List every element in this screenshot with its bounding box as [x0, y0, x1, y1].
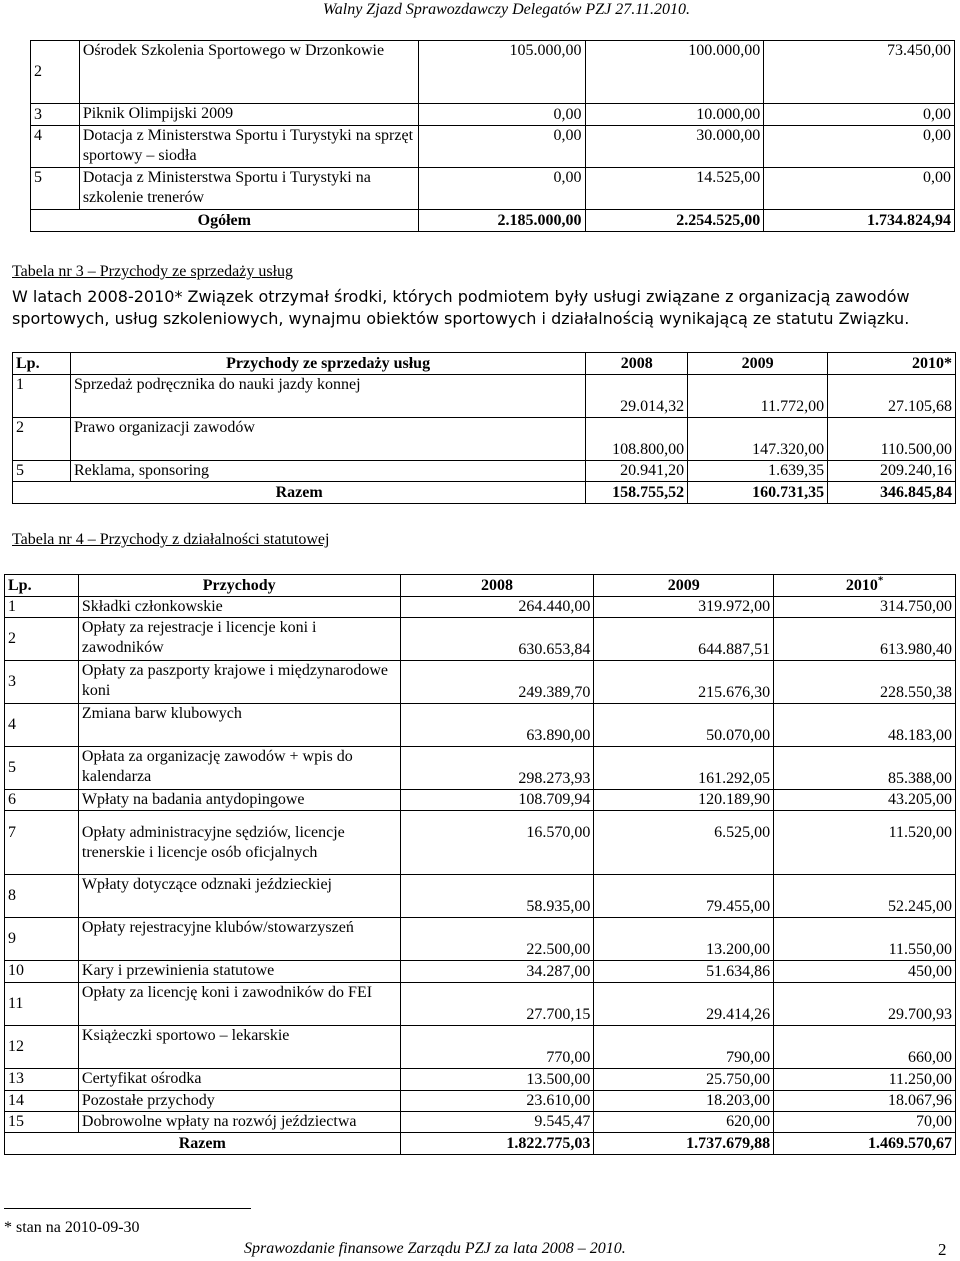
name-cell: Wpłaty dotyczące odznaki jeździeckiej: [78, 875, 400, 918]
lp-cell: 5: [5, 747, 79, 790]
value-cell: 630.653,84: [400, 618, 594, 661]
lp-cell: 3: [31, 104, 80, 126]
lp-cell: 15: [5, 1112, 79, 1133]
value-cell: 0,00: [764, 168, 955, 210]
lp-cell: 2: [5, 618, 79, 661]
table-row: [5, 1069, 956, 1091]
total-row: [5, 1133, 956, 1155]
table-row: [5, 747, 956, 790]
table-row: [5, 618, 956, 661]
value-cell: 450,00: [774, 961, 956, 983]
lp-cell: 5: [13, 461, 71, 482]
value-cell: 249.389,70: [400, 661, 594, 704]
lp-cell: 2: [31, 41, 80, 104]
value-cell: 314.750,00: [774, 597, 956, 618]
name-cell: Dotacja z Ministerstwa Sportu i Turystyki na sprzęt sportowy – siodła: [79, 126, 418, 168]
name-cell: Składki członkowskie: [78, 597, 400, 618]
value-cell: 79.455,00: [594, 875, 774, 918]
value-cell: 13.500,00: [400, 1069, 594, 1091]
value-cell: 11.250,00: [774, 1069, 956, 1091]
total-value: 160.731,35: [688, 482, 828, 504]
value-cell: 14.525,00: [585, 168, 764, 210]
table-3-paragraph: W latach 2008-2010* Związek otrzymał środki, których podmiotem były usługi związane z organizacją zawodów sportowych, usług szkoleniowych, wynajmu obiektów sportowych i działalnością wynikającą ze statutu Związku.: [12, 287, 910, 328]
name-cell: Ośrodek Szkolenia Sportowego w Drzonkowie: [79, 41, 418, 104]
value-cell: 58.935,00: [400, 875, 594, 918]
table-row: [5, 875, 956, 918]
total-label: Razem: [5, 1133, 401, 1155]
value-cell: 613.980,40: [774, 618, 956, 661]
name-cell: Dobrowolne wpłaty na rozwój jeździectwa: [78, 1112, 400, 1133]
name-cell: Kary i przewinienia statutowe: [78, 961, 400, 983]
value-cell: 790,00: [594, 1026, 774, 1069]
header-name: Przychody: [78, 575, 400, 597]
value-cell: 18.203,00: [594, 1091, 774, 1112]
value-cell: 620,00: [594, 1112, 774, 1133]
table-3-title: Tabela nr 3 – Przychody ze sprzedaży usług: [12, 263, 293, 280]
table-4: [4, 574, 956, 1155]
table-row: [13, 418, 956, 461]
table-row: [5, 1112, 956, 1133]
value-cell: 63.890,00: [400, 704, 594, 747]
name-cell: Opłaty rejestracyjne klubów/stowarzyszeń: [78, 918, 400, 961]
table-row: [31, 104, 955, 126]
name-cell: Opłaty administracyjne sędziów, licencje trenerskie i licencje osób oficjalnych: [78, 811, 400, 875]
name-cell: Prawo organizacji zawodów: [70, 418, 585, 461]
name-cell: Wpłaty na badania antydopingowe: [78, 790, 400, 811]
table-row: [5, 597, 956, 618]
total-value: 1.822.775,03: [400, 1133, 594, 1155]
total-value: 1.737.679,88: [594, 1133, 774, 1155]
value-cell: 6.525,00: [594, 811, 774, 875]
lp-cell: 10: [5, 961, 79, 983]
value-cell: 16.570,00: [400, 811, 594, 875]
name-cell: Opłaty za paszporty krajowe i międzynarodowe koni: [78, 661, 400, 704]
value-cell: 770,00: [400, 1026, 594, 1069]
name-cell: Certyfikat ośrodka: [78, 1069, 400, 1091]
value-cell: 298.273,93: [400, 747, 594, 790]
value-cell: 1.639,35: [688, 461, 828, 482]
value-cell: 25.750,00: [594, 1069, 774, 1091]
table-row: [13, 461, 956, 482]
footnote-separator: [4, 1208, 251, 1209]
table-row: [13, 375, 956, 418]
value-cell: 0,00: [764, 104, 955, 126]
value-cell: 120.189,90: [594, 790, 774, 811]
value-cell: 10.000,00: [585, 104, 764, 126]
name-cell: Dotacja z Ministerstwa Sportu i Turystyki na szkolenie trenerów: [79, 168, 418, 210]
table-row: [5, 790, 956, 811]
lp-cell: 1: [5, 597, 79, 618]
value-cell: 9.545,47: [400, 1112, 594, 1133]
lp-cell: 14: [5, 1091, 79, 1112]
header-2010: 2010*: [828, 353, 956, 375]
header-lp: Lp.: [5, 575, 79, 597]
value-cell: 644.887,51: [594, 618, 774, 661]
table-4-title: Tabela nr 4 – Przychody z działalności statutowej: [12, 531, 330, 548]
value-cell: 29.014,32: [586, 375, 688, 418]
value-cell: 319.972,00: [594, 597, 774, 618]
value-cell: 48.183,00: [774, 704, 956, 747]
lp-cell: 5: [31, 168, 80, 210]
value-cell: 27.700,15: [400, 983, 594, 1026]
table-row: [5, 1026, 956, 1069]
table-row: [5, 918, 956, 961]
name-cell: Pozostałe przychody: [78, 1091, 400, 1112]
table-3: [12, 352, 956, 504]
value-cell: 43.205,00: [774, 790, 956, 811]
name-cell: Zmiana barw klubowych: [78, 704, 400, 747]
header-2008: 2008: [400, 575, 594, 597]
value-cell: 20.941,20: [586, 461, 688, 482]
lp-cell: 12: [5, 1026, 79, 1069]
value-cell: 110.500,00: [828, 418, 956, 461]
value-cell: 161.292,05: [594, 747, 774, 790]
lp-cell: 3: [5, 661, 79, 704]
lp-cell: 2: [13, 418, 71, 461]
value-cell: 22.500,00: [400, 918, 594, 961]
header-2010: 2010*: [774, 575, 956, 597]
page-number: 2: [938, 1240, 947, 1259]
total-value: 1.734.824,94: [764, 210, 955, 232]
header-2009: 2009: [594, 575, 774, 597]
value-cell: 0,00: [418, 104, 585, 126]
value-cell: 215.676,30: [594, 661, 774, 704]
value-cell: 0,00: [764, 126, 955, 168]
value-cell: 209.240,16: [828, 461, 956, 482]
value-cell: 30.000,00: [585, 126, 764, 168]
header-lp: Lp.: [13, 353, 71, 375]
header-name: Przychody ze sprzedaży usług: [70, 353, 585, 375]
value-cell: 34.287,00: [400, 961, 594, 983]
lp-cell: 4: [5, 704, 79, 747]
total-value: 158.755,52: [586, 482, 688, 504]
table-header-row: [13, 353, 956, 375]
value-cell: 11.772,00: [688, 375, 828, 418]
table-row: [31, 168, 955, 210]
total-value: 1.469.570,67: [774, 1133, 956, 1155]
value-cell: 100.000,00: [585, 41, 764, 104]
value-cell: 50.070,00: [594, 704, 774, 747]
table-row: [5, 661, 956, 704]
table-row: [31, 41, 955, 104]
table-row: [5, 961, 956, 983]
name-cell: Reklama, sponsoring: [70, 461, 585, 482]
total-label: Razem: [13, 482, 586, 504]
value-cell: 264.440,00: [400, 597, 594, 618]
value-cell: 27.105,68: [828, 375, 956, 418]
table-row: [31, 126, 955, 168]
lp-cell: 9: [5, 918, 79, 961]
lp-cell: 7: [5, 811, 79, 875]
value-cell: 11.550,00: [774, 918, 956, 961]
value-cell: 51.634,86: [594, 961, 774, 983]
name-cell: Piknik Olimpijski 2009: [79, 104, 418, 126]
total-value: 346.845,84: [828, 482, 956, 504]
lp-cell: 13: [5, 1069, 79, 1091]
page-header: Walny Zjazd Sprawozdawczy Delegatów PZJ 27.11.2010.: [322, 1, 690, 18]
value-cell: 228.550,38: [774, 661, 956, 704]
name-cell: Książeczki sportowo – lekarskie: [78, 1026, 400, 1069]
total-value: 2.254.525,00: [585, 210, 764, 232]
total-value: 2.185.000,00: [418, 210, 585, 232]
footnote: * stan na 2010-09-30: [4, 1219, 140, 1236]
header-2009: 2009: [688, 353, 828, 375]
value-cell: 105.000,00: [418, 41, 585, 104]
value-cell: 660,00: [774, 1026, 956, 1069]
name-cell: Opłata za organizację zawodów + wpis do kalendarza: [78, 747, 400, 790]
header-2008: 2008: [586, 353, 688, 375]
value-cell: 147.320,00: [688, 418, 828, 461]
lp-cell: 6: [5, 790, 79, 811]
table-row: [5, 811, 956, 875]
table-header-row: [5, 575, 956, 597]
table-row: [5, 1091, 956, 1112]
value-cell: 13.200,00: [594, 918, 774, 961]
value-cell: 85.388,00: [774, 747, 956, 790]
value-cell: 18.067,96: [774, 1091, 956, 1112]
total-row: [13, 482, 956, 504]
value-cell: 29.700,93: [774, 983, 956, 1026]
value-cell: 52.245,00: [774, 875, 956, 918]
lp-cell: 4: [31, 126, 80, 168]
lp-cell: 1: [13, 375, 71, 418]
value-cell: 11.520,00: [774, 811, 956, 875]
total-label: Ogółem: [31, 210, 419, 232]
value-cell: 73.450,00: [764, 41, 955, 104]
lp-cell: 11: [5, 983, 79, 1026]
value-cell: 0,00: [418, 168, 585, 210]
lp-cell: 8: [5, 875, 79, 918]
name-cell: Opłaty za licencję koni i zawodników do FEI: [78, 983, 400, 1026]
value-cell: 108.800,00: [586, 418, 688, 461]
table-row: [5, 704, 956, 747]
total-row: [31, 210, 955, 232]
value-cell: 0,00: [418, 126, 585, 168]
value-cell: 70,00: [774, 1112, 956, 1133]
name-cell: Sprzedaż podręcznika do nauki jazdy konnej: [70, 375, 585, 418]
page-footer: Sprawozdanie finansowe Zarządu PZJ za lata 2008 – 2010.: [244, 1240, 626, 1257]
name-cell: Opłaty za rejestracje i licencje koni i zawodników: [78, 618, 400, 661]
value-cell: 29.414,26: [594, 983, 774, 1026]
value-cell: 23.610,00: [400, 1091, 594, 1112]
table-2: [30, 40, 955, 232]
value-cell: 108.709,94: [400, 790, 594, 811]
table-row: [5, 983, 956, 1026]
